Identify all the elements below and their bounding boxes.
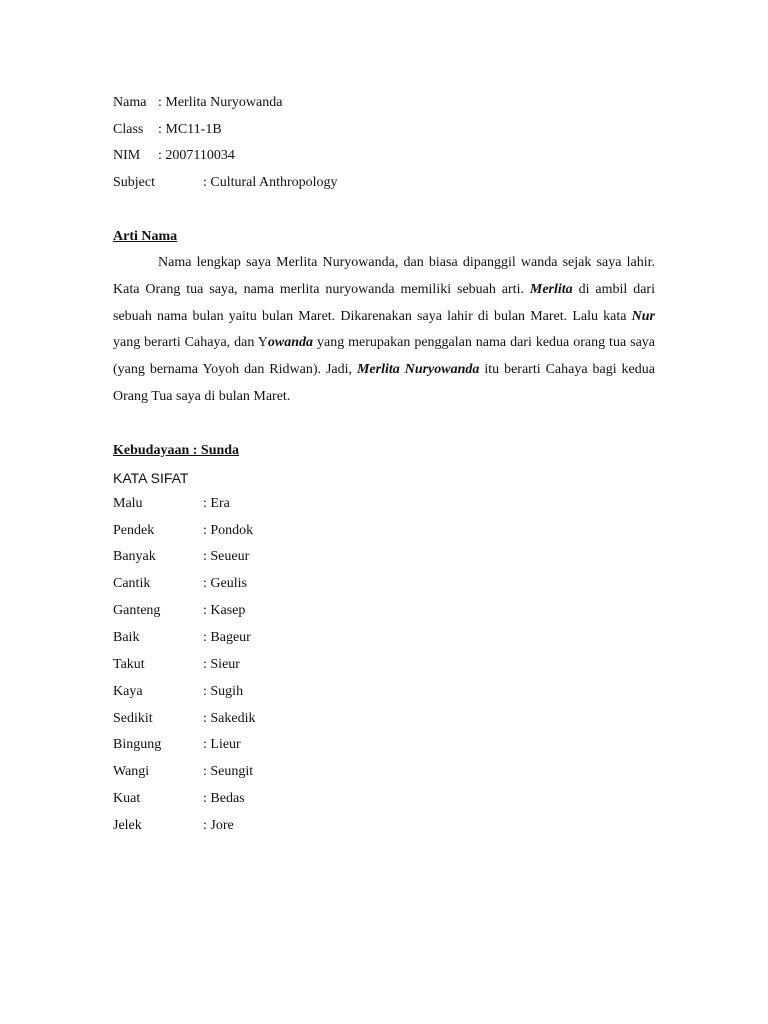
class-label: Class (113, 122, 144, 137)
vocab-translation: : Geulis (203, 576, 247, 591)
kebudayaan-heading: Kebudayaan : Sunda (113, 443, 240, 458)
vocab-translation: : Pondok (203, 523, 254, 538)
vocab-row (113, 710, 256, 728)
vocab-row (113, 817, 234, 835)
vocab-word: Malu (113, 496, 143, 511)
vocab-translation: : Seungit (203, 764, 254, 779)
vocab-row (113, 495, 230, 513)
paragraph-text: di ambil dari sebuah nama bulan yaitu bulan Maret. Dikarenakan saya lahir di bulan Maret. Lalu kata (113, 281, 655, 324)
paragraph-text: Nama lengkap saya Merlita Nuryowanda, dan biasa dipanggil wanda sejak saya lahir. Kata Orang tua saya, nama merlita nuryowanda memiliki sebuah arti. (113, 255, 655, 297)
header-class-row (113, 121, 222, 139)
vocab-translation: : Sakedik (203, 711, 256, 726)
subject-label: Subject (113, 175, 155, 190)
vocab-word: Wangi (113, 764, 150, 779)
vocab-row (113, 575, 247, 593)
vocab-translation: : Era (203, 496, 230, 511)
vocab-row (113, 548, 249, 566)
vocab-word: Sedikit (113, 711, 153, 726)
vocab-translation: : Bedas (203, 791, 245, 806)
paragraph-text: yang merupakan penggalan nama dari kedua orang tua saya (yang bernama Yoyoh dan Ridwan). Jadi, (113, 335, 655, 378)
arti-nama-heading: Arti Nama (113, 229, 178, 244)
vocab-word: Takut (113, 657, 145, 672)
paragraph-text: itu berarti Cahaya bagi kedua Orang Tua saya di bulan Maret. (113, 362, 655, 404)
emphasis-owanda: owanda (267, 335, 314, 351)
paragraph-text: yang berarti Cahaya, dan Y (113, 335, 268, 351)
vocab-row (113, 683, 243, 701)
subject-value: Cultural Anthropology (210, 175, 338, 190)
vocab-row (113, 790, 245, 808)
nim-label: NIM (113, 148, 141, 163)
vocab-row (113, 656, 240, 674)
nim-value: 2007110034 (165, 148, 235, 163)
vocab-row (113, 736, 241, 754)
vocab-word: Cantik (113, 576, 151, 591)
vocab-translation: : Seueur (203, 549, 250, 564)
vocab-word: Bingung (113, 737, 162, 752)
vocab-word: Kuat (113, 791, 141, 806)
arti-nama-paragraph (113, 250, 655, 411)
header-nama-row (113, 94, 282, 112)
vocab-translation: : Sieur (203, 657, 240, 672)
nama-label: Nama (113, 95, 147, 110)
vocab-word: Kaya (113, 684, 143, 699)
emphasis-nur: Nur (631, 308, 655, 324)
vocab-translation: : Kasep (203, 603, 246, 618)
vocab-word: Pendek (113, 523, 155, 538)
vocab-row (113, 602, 245, 620)
header-nim-row (113, 147, 235, 165)
kata-sifat-subheading: KATA SIFAT (113, 470, 189, 486)
vocab-row (113, 629, 251, 647)
vocab-word: Banyak (113, 549, 156, 564)
vocab-word: Baik (113, 630, 140, 645)
subject-separator: : (203, 175, 211, 190)
vocab-translation: : Lieur (203, 737, 241, 752)
vocab-row (113, 522, 253, 540)
vocab-translation: : Bageur (203, 630, 251, 645)
class-value: MC11-1B (165, 122, 222, 137)
vocab-row (113, 763, 253, 781)
vocab-translation: : Jore (203, 818, 234, 833)
vocab-word: Ganteng (113, 603, 161, 618)
header-subject-row (113, 174, 338, 192)
nama-value: Merlita Nuryowanda (165, 95, 283, 110)
emphasis-merlita: Merlita (529, 281, 573, 297)
nim-separator: : (158, 148, 166, 163)
class-separator: : (158, 122, 166, 137)
vocab-translation: : Sugih (203, 684, 244, 699)
emphasis-full-name: Merlita Nuryowanda (356, 362, 480, 378)
nama-separator: : (158, 95, 166, 110)
vocab-word: Jelek (113, 818, 142, 833)
